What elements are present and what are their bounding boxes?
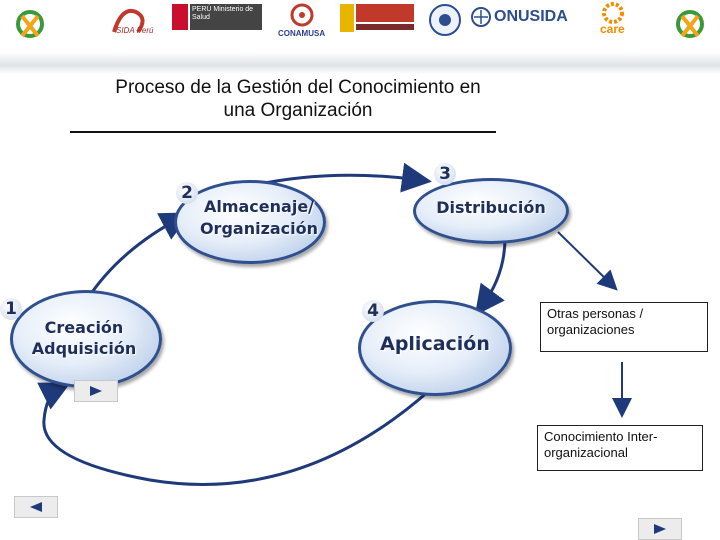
care-logo: care xyxy=(596,2,630,38)
box-otras-personas: Otras personas / organizaciones xyxy=(540,302,708,352)
arrow-3-to-others xyxy=(558,232,612,285)
next-button[interactable] xyxy=(638,518,682,540)
arrow-3-to-4 xyxy=(482,238,505,306)
conamusa-logo: CONAMUSA xyxy=(272,2,332,42)
node-3-label: Distribución xyxy=(436,198,546,217)
arrow-1-to-2 xyxy=(88,218,180,298)
node-1-number: 1 xyxy=(0,298,22,320)
title-line-2: una Organización xyxy=(223,100,373,121)
node-4-label: Aplicación xyxy=(380,333,490,355)
onusida-logo: ONUSIDA xyxy=(470,6,586,30)
node-4-number: 4 xyxy=(362,300,384,322)
play-left-icon xyxy=(28,501,44,513)
box-conocimiento-inter: Conocimiento Inter- organizacional xyxy=(537,425,703,471)
redsida-logo: SIDA Perú xyxy=(108,2,164,42)
node-2-label: Almacenaje/ Organización xyxy=(199,197,319,238)
arrow-4-back-to-1 xyxy=(44,388,430,484)
previous-button[interactable] xyxy=(14,496,58,518)
title-line-1: Proceso de la Gestión del Conocimiento en xyxy=(115,77,481,98)
next-button-small[interactable] xyxy=(74,380,118,402)
node-2-number: 2 xyxy=(176,182,198,204)
node-3-number: 3 xyxy=(434,163,456,185)
minsa-logo: PERÚ Ministerio de Salud xyxy=(172,4,262,30)
play-right-icon xyxy=(652,523,668,535)
node-1-label: Creación Adquisición xyxy=(31,318,137,358)
play-right-icon xyxy=(88,385,104,397)
